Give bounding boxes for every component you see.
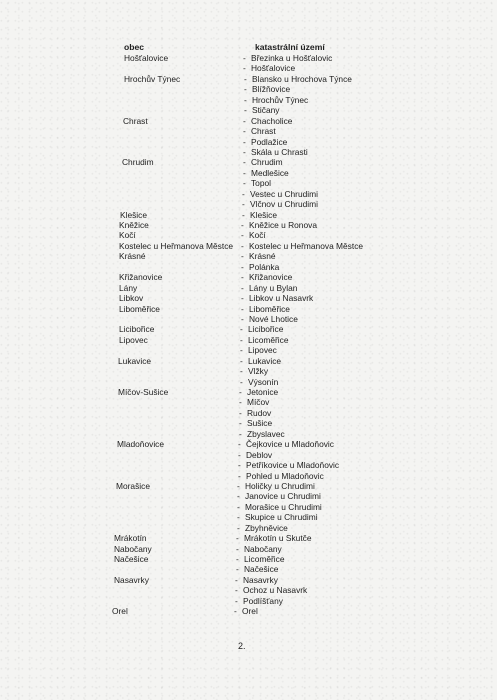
row-dash: -	[238, 449, 241, 460]
katastralni-uzemi-cell: Vestec u Chrudimi	[250, 188, 318, 199]
table-row	[0, 84, 497, 94]
obec-cell: Krásné	[119, 251, 146, 262]
table-row	[0, 408, 497, 418]
katastralni-uzemi-cell: Chrudim	[251, 157, 283, 168]
obec-cell: Hrochův Týnec	[124, 73, 181, 84]
katastralni-uzemi-cell: Načešice	[244, 564, 279, 575]
katastralni-uzemi-cell: Petříkovice u Mladoňovic	[246, 460, 340, 471]
row-dash: -	[237, 501, 240, 512]
katastralni-uzemi-cell: Kostelec u Heřmanova Městce	[249, 240, 364, 251]
obec-cell: Liboměřice	[119, 303, 160, 314]
table-row	[0, 439, 497, 449]
table-row	[0, 304, 497, 314]
table-row	[0, 585, 497, 595]
katastralni-uzemi-cell: Skupice u Chrudimi	[245, 512, 318, 523]
katastralni-uzemi-cell: Míčov	[247, 397, 270, 408]
row-dash: -	[236, 564, 239, 575]
table-row	[0, 262, 497, 272]
row-dash: -	[242, 199, 245, 210]
table-row	[0, 418, 497, 428]
table-row	[0, 335, 497, 345]
row-dash: -	[244, 105, 247, 116]
row-dash: -	[241, 272, 244, 283]
katastralni-uzemi-cell: Nabočany	[244, 543, 282, 554]
row-dash: -	[240, 334, 243, 345]
row-dash: -	[240, 324, 243, 335]
row-dash: -	[239, 418, 242, 429]
table-row	[0, 575, 497, 585]
table-row	[0, 189, 497, 199]
katastralni-uzemi-cell: Blížňovice	[252, 84, 291, 95]
row-dash: -	[244, 94, 247, 105]
row-dash: -	[235, 574, 238, 585]
obec-cell: Lukavice	[118, 355, 152, 366]
obec-cell: Nabočany	[114, 543, 152, 554]
table-row	[0, 116, 497, 126]
katastralni-uzemi-cell: Vlčnov u Chrudimi	[250, 199, 318, 210]
katastralni-uzemi-cell: Topol	[251, 178, 272, 189]
row-dash: -	[241, 282, 244, 293]
obec-cell: Klešice	[120, 209, 147, 220]
row-dash: -	[244, 84, 247, 95]
row-dash: -	[243, 126, 246, 137]
obec-cell: Chrast	[123, 115, 148, 126]
table-row	[0, 502, 497, 512]
katastralni-uzemi-cell: Klešice	[250, 209, 277, 220]
katastralni-uzemi-cell: Zbyhněvice	[245, 522, 288, 533]
table-row	[0, 105, 497, 115]
row-dash: -	[238, 460, 241, 471]
table-row	[0, 210, 497, 220]
row-dash: -	[240, 345, 243, 356]
row-dash: -	[241, 220, 244, 230]
table-row	[0, 230, 497, 240]
katastralni-uzemi-cell: Stičany	[252, 105, 280, 116]
table-row	[0, 220, 497, 230]
katastralni-uzemi-cell: Pohled u Mladoňovic	[246, 470, 324, 481]
table-row	[0, 606, 497, 616]
katastralni-uzemi-cell: Medlešice	[251, 167, 289, 178]
row-dash: -	[236, 533, 239, 544]
katastralni-uzemi-cell: Podlažice	[251, 136, 288, 147]
table-row	[0, 199, 497, 209]
katastralni-uzemi-cell: Janovice u Chrudimi	[245, 491, 321, 502]
katastralni-uzemi-cell: Mrákotín u Skutče	[244, 533, 312, 544]
row-dash: -	[243, 157, 246, 168]
table-row	[0, 126, 497, 136]
table-row	[0, 168, 497, 178]
row-dash: -	[241, 303, 244, 314]
katastralni-uzemi-cell: Podlíšťany	[243, 595, 283, 606]
obec-cell: Kněžice	[119, 220, 149, 230]
katastralni-uzemi-cell: Licibořice	[248, 324, 284, 335]
katastralni-uzemi-cell: Výsonín	[248, 376, 279, 387]
obec-cell: Chrudim	[122, 157, 154, 168]
katastralni-uzemi-cell: Vlžky	[248, 366, 269, 377]
row-dash: -	[236, 543, 239, 554]
table-row	[0, 324, 497, 334]
obec-cell: Míčov-Sušice	[118, 387, 169, 397]
obec-cell: Licibořice	[119, 324, 155, 335]
column-header-obec: obec	[124, 42, 145, 52]
table-row	[0, 95, 497, 105]
obec-cell: Křižanovice	[119, 272, 163, 283]
obec-cell: Libkov	[119, 293, 144, 304]
katastralni-uzemi-cell: Jetonice	[247, 387, 279, 397]
row-dash: -	[236, 554, 239, 564]
table-row	[0, 178, 497, 188]
row-dash: -	[237, 522, 240, 533]
row-dash: -	[241, 251, 244, 262]
katastralni-uzemi-cell: Krásné	[249, 251, 276, 262]
row-dash: -	[241, 293, 244, 304]
obec-cell: Lány	[119, 282, 138, 293]
table-row	[0, 241, 497, 251]
obec-cell: Nasavrky	[114, 574, 149, 585]
row-dash: -	[243, 53, 246, 63]
row-dash: -	[242, 209, 245, 220]
obec-cell: Kočí	[119, 230, 136, 241]
table-row	[0, 481, 497, 491]
row-dash: -	[240, 366, 243, 377]
katastralni-uzemi-cell: Deblov	[246, 449, 273, 460]
obec-cell: Načešice	[114, 554, 149, 564]
katastralni-uzemi-cell: Hrochův Týnec	[252, 94, 309, 105]
katastralni-uzemi-cell: Lány u Bylan	[249, 282, 298, 293]
row-dash: -	[238, 439, 241, 450]
column-header-katastralni-uzemi: katastrální území	[255, 42, 325, 52]
table-row	[0, 450, 497, 460]
katastralni-uzemi-cell: Licoměřice	[244, 554, 285, 564]
row-dash: -	[241, 230, 244, 241]
table-row	[0, 471, 497, 481]
row-dash: -	[235, 585, 238, 596]
table-row	[0, 523, 497, 533]
row-dash: -	[243, 178, 246, 189]
katastralni-uzemi-cell: Březinka u Hošťalovic	[251, 53, 333, 63]
katastralni-uzemi-cell: Orel	[242, 606, 258, 617]
katastralni-uzemi-cell: Lipovec	[248, 345, 277, 356]
table-row	[0, 533, 497, 543]
table-row	[0, 544, 497, 554]
katastralni-uzemi-cell: Nové Lhotice	[249, 313, 298, 324]
katastralni-uzemi-cell: Hošťalovice	[251, 63, 296, 74]
table-row	[0, 564, 497, 574]
table-row	[0, 251, 497, 261]
row-dash: -	[240, 376, 243, 387]
katastralni-uzemi-cell: Nasavrky	[243, 574, 278, 585]
table-row	[0, 366, 497, 376]
row-dash: -	[243, 167, 246, 178]
table-row	[0, 63, 497, 73]
table-row	[0, 137, 497, 147]
municipality-table	[0, 53, 497, 617]
table-row	[0, 157, 497, 167]
row-dash: -	[239, 407, 242, 418]
katastralni-uzemi-cell: Kněžice u Ronova	[249, 220, 317, 230]
katastralni-uzemi-cell: Sušice	[247, 418, 273, 429]
katastralni-uzemi-cell: Zbyslavec	[247, 428, 285, 439]
table-row	[0, 74, 497, 84]
table-row	[0, 314, 497, 324]
katastralni-uzemi-cell: Čejkovice u Mladoňovic	[246, 439, 334, 450]
katastralni-uzemi-cell: Polánka	[249, 261, 280, 272]
katastralni-uzemi-cell: Licoměřice	[248, 334, 289, 345]
table-row	[0, 345, 497, 355]
row-dash: -	[244, 73, 247, 84]
row-dash: -	[241, 261, 244, 272]
katastralni-uzemi-cell: Liboměřice	[249, 303, 290, 314]
row-dash: -	[239, 397, 242, 408]
obec-cell: Hošťalovice	[124, 53, 169, 63]
table-row	[0, 283, 497, 293]
katastralni-uzemi-cell: Chrast	[251, 126, 276, 137]
obec-cell: Orel	[112, 606, 128, 617]
katastralni-uzemi-cell: Blansko u Hrochova Týnce	[252, 73, 352, 84]
row-dash: -	[235, 595, 238, 606]
row-dash: -	[243, 136, 246, 147]
row-dash: -	[237, 512, 240, 523]
row-dash: -	[240, 355, 243, 366]
table-row	[0, 596, 497, 606]
katastralni-uzemi-cell: Ochoz u Nasavrk	[243, 585, 308, 596]
row-dash: -	[237, 491, 240, 502]
katastralni-uzemi-cell: Lukavice	[248, 355, 282, 366]
row-dash: -	[243, 146, 246, 157]
table-row	[0, 293, 497, 303]
table-row	[0, 147, 497, 157]
obec-cell: Lipovec	[119, 334, 148, 345]
table-row	[0, 356, 497, 366]
table-row	[0, 397, 497, 407]
table-row	[0, 554, 497, 564]
table-row	[0, 272, 497, 282]
katastralni-uzemi-cell: Skála u Chrasti	[251, 146, 308, 157]
katastralni-uzemi-cell: Rudov	[247, 407, 272, 418]
row-dash: -	[243, 63, 246, 74]
row-dash: -	[234, 606, 237, 617]
katastralni-uzemi-cell: Kočí	[249, 230, 266, 241]
katastralni-uzemi-cell: Chacholice	[251, 115, 293, 126]
table-row	[0, 387, 497, 397]
row-dash: -	[237, 480, 240, 491]
katastralni-uzemi-cell: Křižanovice	[249, 272, 293, 283]
row-dash: -	[241, 240, 244, 251]
table-row	[0, 512, 497, 522]
obec-cell: Morašice	[116, 480, 150, 491]
katastralni-uzemi-cell: Libkov u Nasavrk	[249, 293, 314, 304]
obec-cell: Kostelec u Heřmanova Městce	[119, 240, 234, 251]
row-dash: -	[238, 470, 241, 481]
table-row	[0, 377, 497, 387]
obec-cell: Mrákotín	[114, 533, 147, 544]
table-row	[0, 460, 497, 470]
katastralni-uzemi-cell: Holičky u Chrudimi	[245, 480, 315, 491]
row-dash: -	[239, 387, 242, 397]
table-row	[0, 491, 497, 501]
table-row	[0, 429, 497, 439]
table-row	[0, 53, 497, 63]
row-dash: -	[241, 313, 244, 324]
row-dash: -	[242, 188, 245, 199]
katastralni-uzemi-cell: Morašice u Chrudimi	[245, 501, 322, 512]
row-dash: -	[239, 428, 242, 439]
row-dash: -	[243, 115, 246, 126]
page-number: 2.	[238, 641, 246, 651]
obec-cell: Mladoňovice	[117, 439, 165, 450]
